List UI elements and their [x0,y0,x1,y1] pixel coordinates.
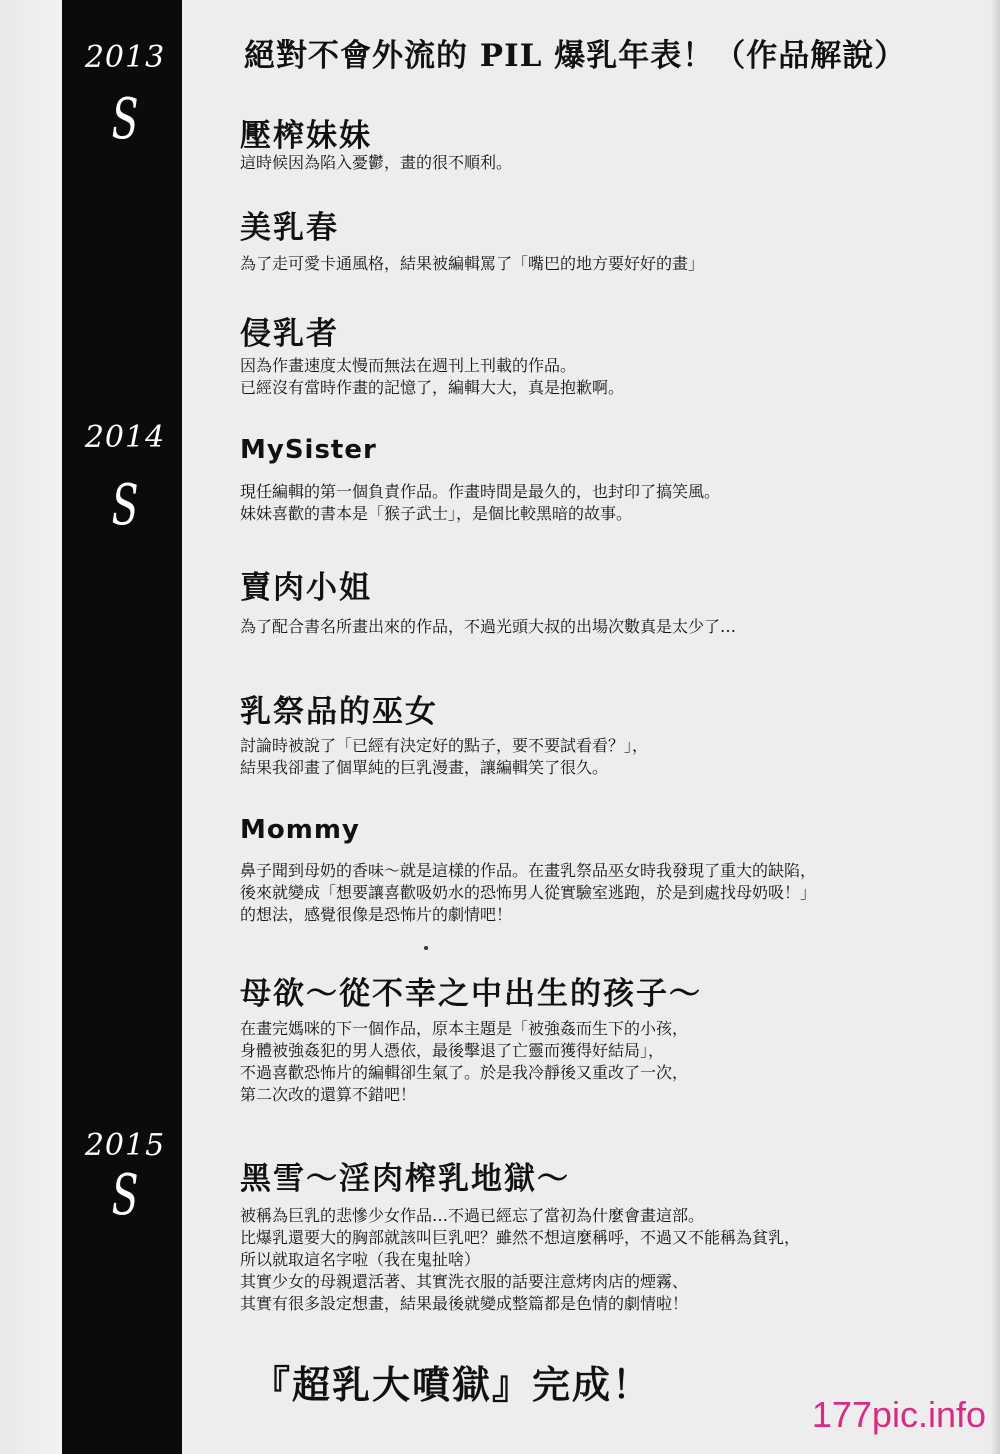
entry-body [240,355,940,399]
entry-body [240,735,940,779]
entry-body [240,481,940,525]
year-2015-squiggle: S [111,1163,139,1228]
entry-line: 的想法，感覺很像是恐怖片的劇情吧！ [240,905,513,924]
entry-line: 第二次改的還算不錯吧！ [240,1085,417,1104]
entry-body [240,1018,940,1106]
entry-line: 為了配合書名所畫出來的作品，不過光頭大叔的出場次數真是太少了… [240,617,737,636]
stray-dot [424,946,428,950]
entry-title: MySister [240,435,377,465]
year-2015: 2015 [84,1128,166,1163]
entry-line: 結果我卻畫了個單純的巨乳漫畫，讓編輯笑了很久。 [240,758,609,777]
entry-line: 不過喜歡恐怖片的編輯卻生氣了。於是我冷靜後又重改了一次， [240,1063,689,1082]
entry-title: 壓榨妹妹 [240,118,372,154]
entry-body [240,152,940,174]
entry-line: 這時候因為陷入憂鬱，畫的很不順利。 [240,153,513,172]
year-2013: 2013 [84,40,166,75]
entry-body [240,1205,940,1315]
entry-line: 其實少女的母親還活著、其實洗衣服的話要注意烤肉店的煙霧、 [240,1272,689,1291]
entry-line: 被稱為巨乳的悲慘少女作品…不過已經忘了當初為什麼會畫這部。 [240,1206,705,1225]
entry-line: 因為作畫速度太慢而無法在週刊上刊載的作品。 [240,356,577,375]
entry-line: 身體被強姦犯的男人憑依，最後擊退了亡靈而獲得好結局」， [240,1041,665,1060]
entry-title: 乳祭品的巫女 [240,694,438,730]
entry-title: 美乳春 [240,210,339,246]
entry-line: 討論時被說了「已經有決定好的點子，要不要試看看？」， [240,736,649,755]
entry-line: 妹妹喜歡的書本是「猴子武士」，是個比較黑暗的故事。 [240,504,633,523]
entry-line: 其實有很多設定想畫，結果最後就變成整篇都是色情的劇情啦！ [240,1294,689,1313]
entry-body [240,253,940,275]
entry-title: Mommy [240,815,360,845]
page-title: 絕對不會外流的 PIL 爆乳年表！（作品解說） [244,38,907,74]
page-right-edge [990,0,1000,1454]
entry-line: 在畫完媽咪的下一個作品，原本主題是「被強姦而生下的小孩， [240,1019,689,1038]
page-left-margin [0,0,62,1454]
entry-body [240,860,940,926]
timeline-bar [62,0,182,1454]
entry-body [240,616,940,638]
entry-title: 賣肉小姐 [240,570,372,606]
year-2013-squiggle: S [111,87,139,152]
entry-line: 現任編輯的第一個負責作品。作畫時間是最久的，也封印了搞笑風。 [240,482,721,501]
year-2014-squiggle: S [111,473,139,538]
entry-title: 黑雪～淫肉榨乳地獄～ [240,1161,570,1197]
entry-line: 後來就變成「想要讓喜歡吸奶水的恐怖男人從實驗室逃跑，於是到處找母奶吸！」 [240,883,817,902]
entry-line: 比爆乳還要大的胸部就該叫巨乳吧？雖然不想這麼稱呼，不過又不能稱為貧乳， [240,1228,801,1247]
year-2014: 2014 [84,420,166,455]
entry-line: 所以就取這名字啦（我在鬼扯啥） [240,1250,481,1269]
entry-line: 為了走可愛卡通風格，結果被編輯罵了「嘴巴的地方要好好的畫」 [240,254,705,273]
entry-title: 母欲～從不幸之中出生的孩子～ [240,976,702,1012]
watermark: 177pic.info [811,1394,986,1435]
completion-banner: 『超乳大噴獄』完成！ [252,1362,653,1407]
entry-line: 鼻子聞到母奶的香味～就是這樣的作品。在畫乳祭品巫女時我發現了重大的缺陷， [240,861,817,880]
entry-line: 已經沒有當時作畫的記憶了，編輯大大，真是抱歉啊。 [240,378,625,397]
entry-title: 侵乳者 [240,316,339,352]
